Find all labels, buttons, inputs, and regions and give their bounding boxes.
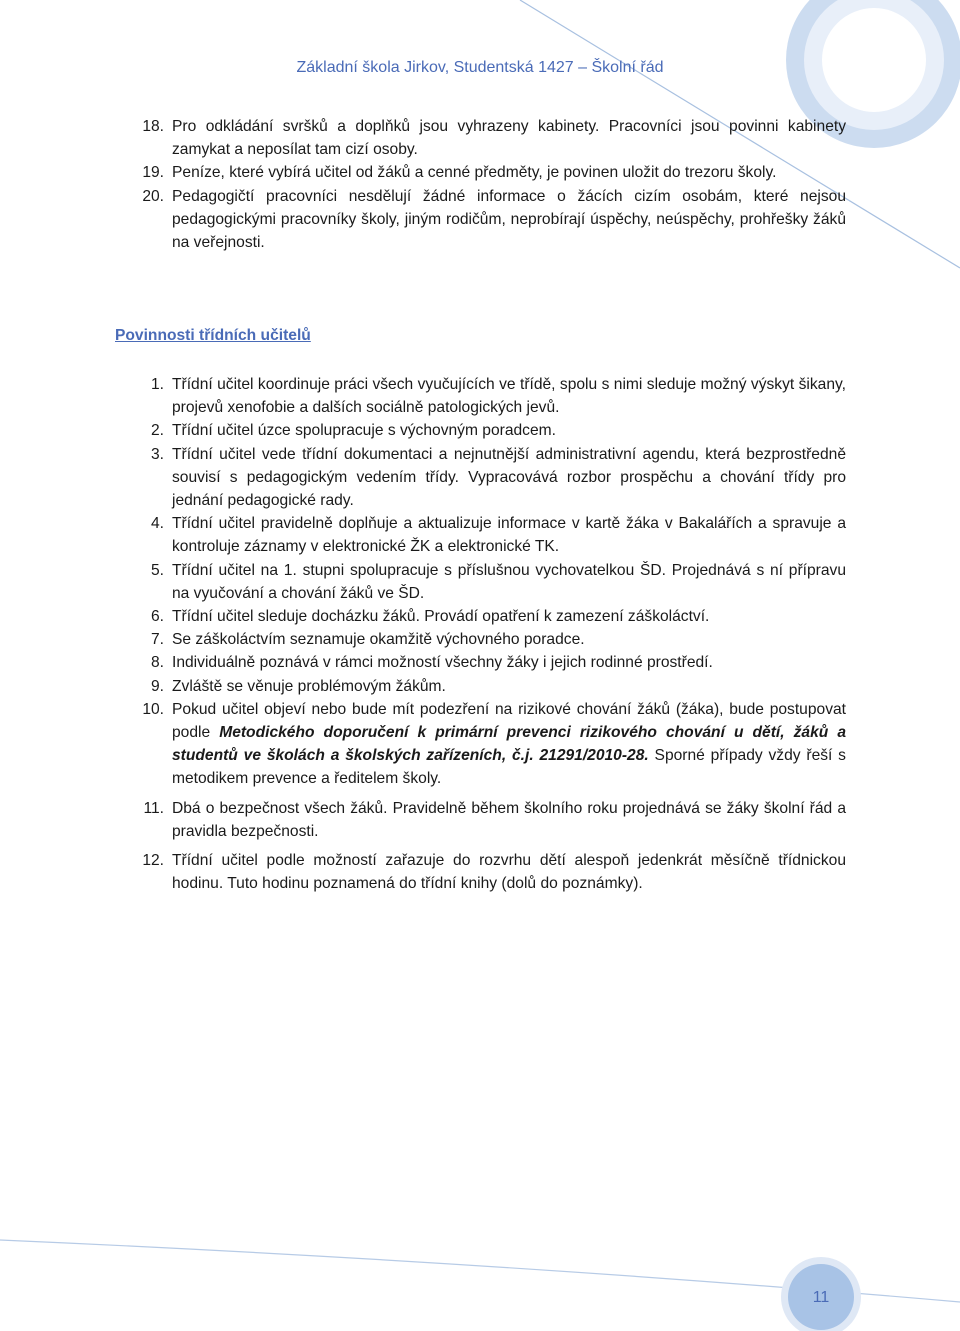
item-number: 10. xyxy=(142,700,164,718)
item-text: Třídní učitel na 1. stupni spolupracuje s příslušnou vychovatelkou ŠD. Projednává s ní přípravu na vyučování a chování žáků ve ŠD. xyxy=(172,561,846,602)
list-item xyxy=(0,373,846,419)
item-text-after: Sporné případy vždy řeší s metodikem prevence a ředitelem školy. xyxy=(172,747,846,788)
item-text: Peníze, které vybírá učitel od žáků a cenné předměty, je povinen uložit do trezoru školy. xyxy=(172,164,777,182)
item-number: 8. xyxy=(150,654,164,672)
item-text: Třídní učitel koordinuje práci všech vyučujících ve třídě, spolu s nimi sleduje možný výskyt šikany, projevů xenofobie a dalších sociálně patologických jevů. xyxy=(172,376,846,417)
list-item xyxy=(0,651,846,674)
item-number: 7. xyxy=(150,631,164,649)
teacher-duties-list xyxy=(0,373,846,895)
list-item xyxy=(0,675,846,698)
list-item xyxy=(0,797,846,843)
section-heading: Povinnosti třídních učitelů xyxy=(115,327,311,344)
item-text-before: Pokud učitel objeví nebo bude mít podezření na rizikové chování žáků (žáka), bude postupovat podle xyxy=(172,700,846,742)
list-item xyxy=(0,161,846,184)
item-text: Třídní učitel sleduje docházku žáků. Provádí opatření k zamezení záškoláctví. xyxy=(172,608,710,626)
list-item xyxy=(0,628,846,651)
item-text: Zvláště se věnuje problémovým žákům. xyxy=(172,677,446,695)
list-item xyxy=(0,849,846,895)
item-text: Se záškoláctvím seznamuje okamžitě výchovného poradce. xyxy=(172,631,585,649)
item-text: Třídní učitel úzce spolupracuje s výchovným poradcem. xyxy=(172,422,556,440)
methodology-reference: Metodického doporučení k primární prevenci rizikového chování u dětí, žáků a studentů ve školách a školských zařízeních, č.j. 21291/2010-28. xyxy=(172,724,846,765)
list-item xyxy=(0,443,846,513)
page-number: 11 xyxy=(812,1289,830,1306)
list-item xyxy=(0,185,846,255)
list-item xyxy=(0,559,846,605)
list-item xyxy=(0,698,846,791)
item-number: 3. xyxy=(150,445,164,463)
list-item xyxy=(0,419,846,442)
item-text: Třídní učitel podle možností zařazuje do rozvrhu dětí alespoň jedenkrát měsíčně třídnickou hodinu. Tuto hodinu poznamená do třídní knihy (dolů do poznámky). xyxy=(172,852,846,893)
item-text: Pedagogičtí pracovníci nesdělují žádné informace o žácích cizím osobám, které nejsou pedagogickými pracovníky školy, jiným rodičům, neprobírají úspěchy, neúspěchy, prohřešky žáků na veřejnosti. xyxy=(172,187,846,252)
page-header: Základní škola Jirkov, Studentská 1427 – Školní řád xyxy=(296,59,664,76)
list-item xyxy=(0,512,846,558)
item-number: 20. xyxy=(142,187,164,205)
item-number: 9. xyxy=(150,677,164,695)
item-number: 4. xyxy=(150,515,164,533)
item-number: 12. xyxy=(142,852,164,870)
rules-list-continued xyxy=(0,115,846,254)
item-number: 18. xyxy=(142,118,164,135)
item-text: Individuálně poznává v rámci možností všechny žáky i jejich rodinné prostředí. xyxy=(172,654,713,672)
item-number: 2. xyxy=(150,422,164,440)
item-text: Pro odkládání svršků a doplňků jsou vyhrazeny kabinety. Pracovníci jsou povinni kabinety zamykat a neposílat tam cizí osoby. xyxy=(172,118,846,159)
item-text: Třídní učitel pravidelně doplňuje a aktualizuje informace v kartě žáka v Bakalářích a spravuje a kontroluje záznamy v elektronické ŽK a elektronické TK. xyxy=(172,515,846,556)
item-number: 19. xyxy=(142,164,164,182)
item-number: 1. xyxy=(150,376,164,393)
item-text: Dbá o bezpečnost všech žáků. Pravidelně během školního roku projednává se žáky školní řád a pravidla bezpečnosti. xyxy=(172,799,846,840)
list-item xyxy=(0,605,846,628)
item-number: 6. xyxy=(150,608,164,626)
item-number: 11. xyxy=(143,799,164,817)
list-item xyxy=(0,115,846,161)
item-number: 5. xyxy=(150,561,164,579)
item-text: Třídní učitel vede třídní dokumentaci a nejnutnější administrativní agendu, která bezprostředně souvisí s pedagogickým vedením třídy. Vypracovává rozbor prospěchu a chování třídy pro jednání pedagogické rady. xyxy=(172,445,846,510)
